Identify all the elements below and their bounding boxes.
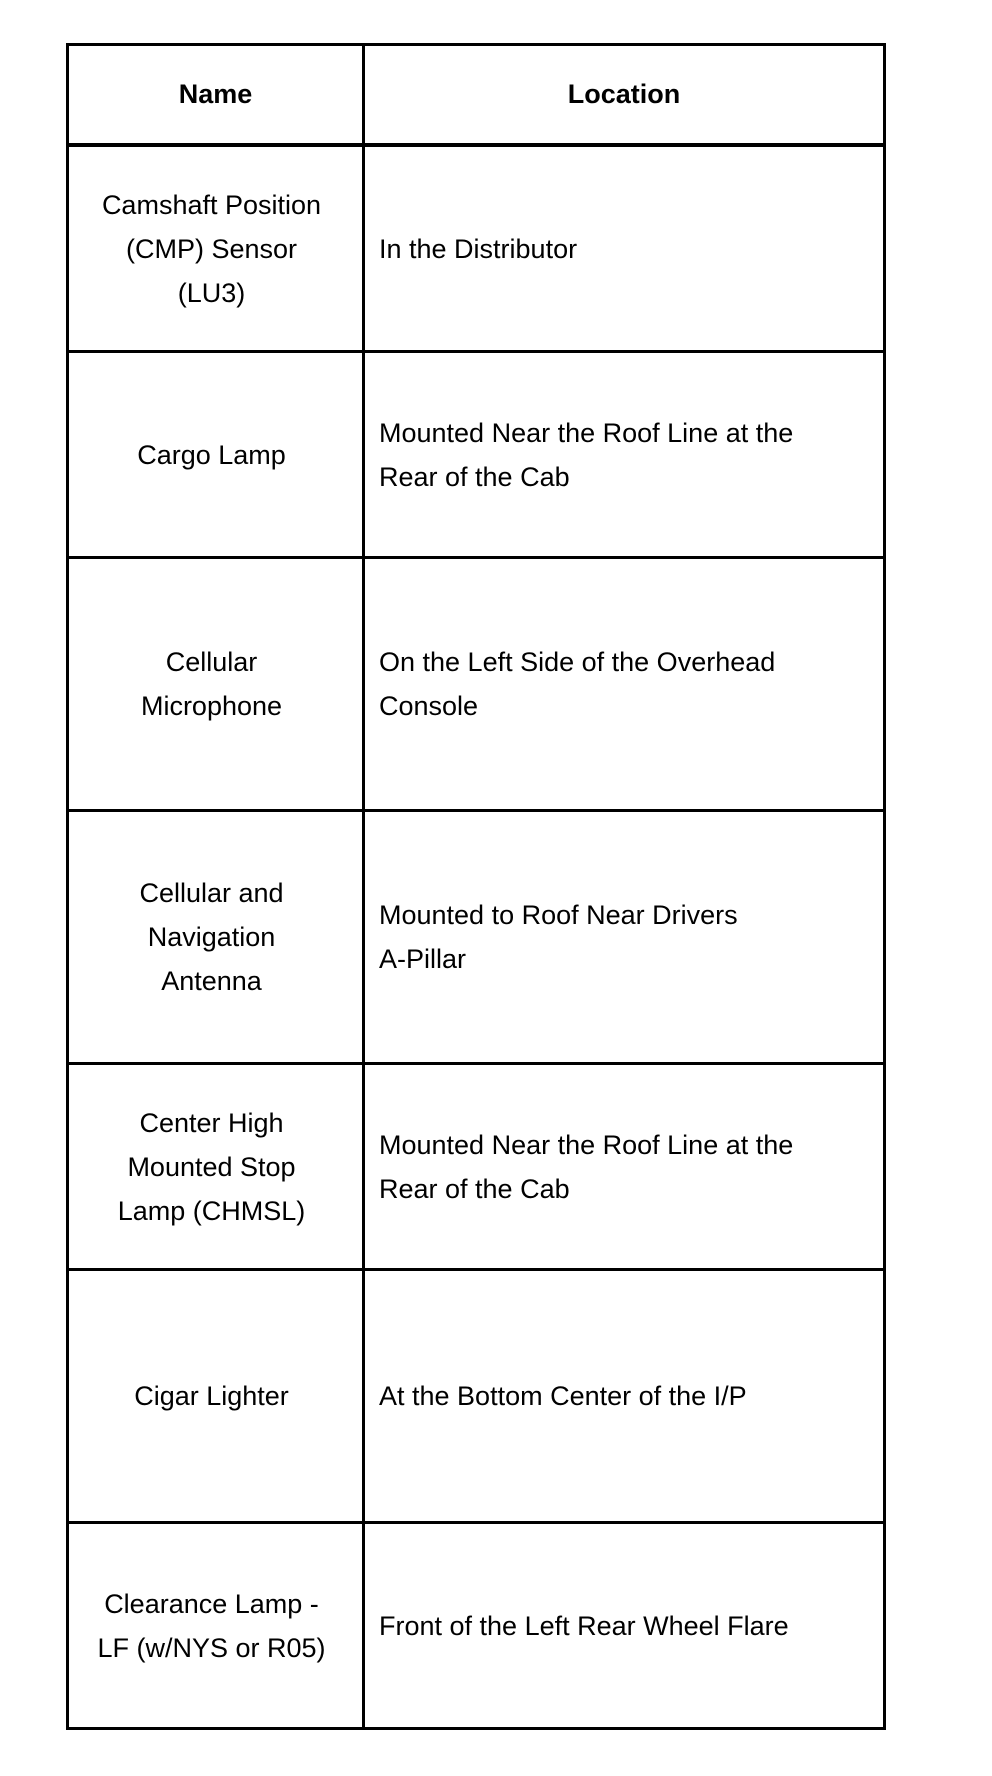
name-cell: Clearance Lamp - LF (w/NYS or R05) (68, 1523, 364, 1729)
location-cell: At the Bottom Center of the I/P (364, 1270, 885, 1523)
location-cell: In the Distributor (364, 145, 885, 352)
name-cell: Cellular and Navigation Antenna (68, 811, 364, 1064)
table-row (68, 558, 885, 811)
table-header-row (68, 45, 885, 146)
name-cell: Center High Mounted Stop Lamp (CHMSL) (68, 1064, 364, 1270)
name-cell: Cigar Lighter (68, 1270, 364, 1523)
table-row (68, 352, 885, 558)
table-row (68, 1064, 885, 1270)
location-cell: On the Left Side of the Overhead Console (364, 558, 885, 811)
location-cell: Mounted Near the Roof Line at the Rear of the Cab (364, 352, 885, 558)
column-header-location: Location (364, 45, 885, 146)
table-row (68, 145, 885, 352)
table-row (68, 1270, 885, 1523)
table-row (68, 1523, 885, 1729)
table-row (68, 811, 885, 1064)
location-cell: Mounted Near the Roof Line at the Rear of the Cab (364, 1064, 885, 1270)
location-cell: Front of the Left Rear Wheel Flare (364, 1523, 885, 1729)
name-cell: Cargo Lamp (68, 352, 364, 558)
component-location-table (66, 43, 886, 1730)
name-cell: Camshaft Position (CMP) Sensor (LU3) (68, 145, 364, 352)
name-cell: Cellular Microphone (68, 558, 364, 811)
column-header-name: Name (68, 45, 364, 146)
location-cell: Mounted to Roof Near Drivers A-Pillar (364, 811, 885, 1064)
